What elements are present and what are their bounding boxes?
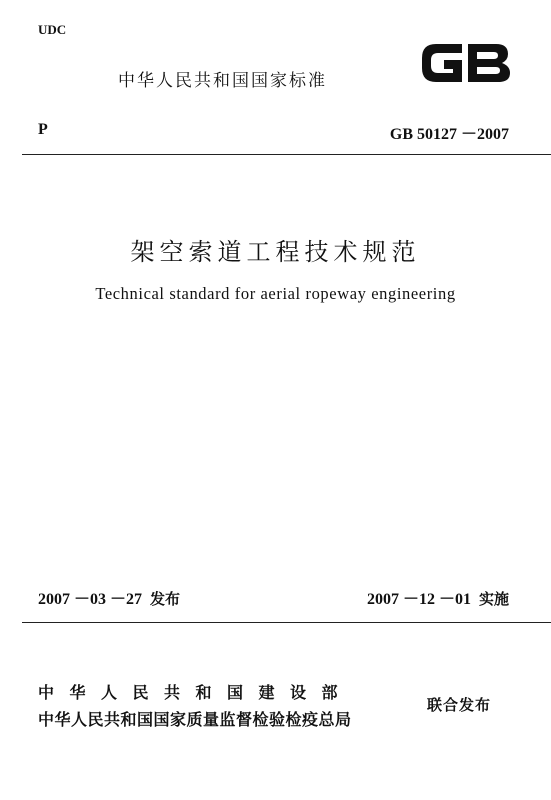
publish-date: 2007 －03 －27 [38,591,143,608]
gb-logo [418,38,514,88]
title-english: Technical standard for aerial ropeway engineering [95,284,456,303]
bottom-divider [22,622,551,623]
standard-number: GB 50127 －2007 [389,126,509,143]
category-code: P [38,121,48,138]
issuer-aqsiq: 中华人民共和国国家质量监督检验检疫总局 [38,710,352,729]
implement-date: 2007 －12 －01 [366,591,471,608]
implement-info [367,586,509,609]
top-divider [22,154,551,155]
organization-title: 中华人民共和国国家标准 [118,71,327,91]
publish-label: 发布 [150,590,181,608]
joint-issue-label: 联合发布 [427,696,492,714]
udc-label: UDC [38,22,67,37]
publish-info [38,586,180,609]
issuer-ministry: 中华人民共和国建设部 [38,683,354,702]
title-chinese: 架空索道工程技术规范 [130,238,421,266]
implement-label: 实施 [478,590,509,608]
